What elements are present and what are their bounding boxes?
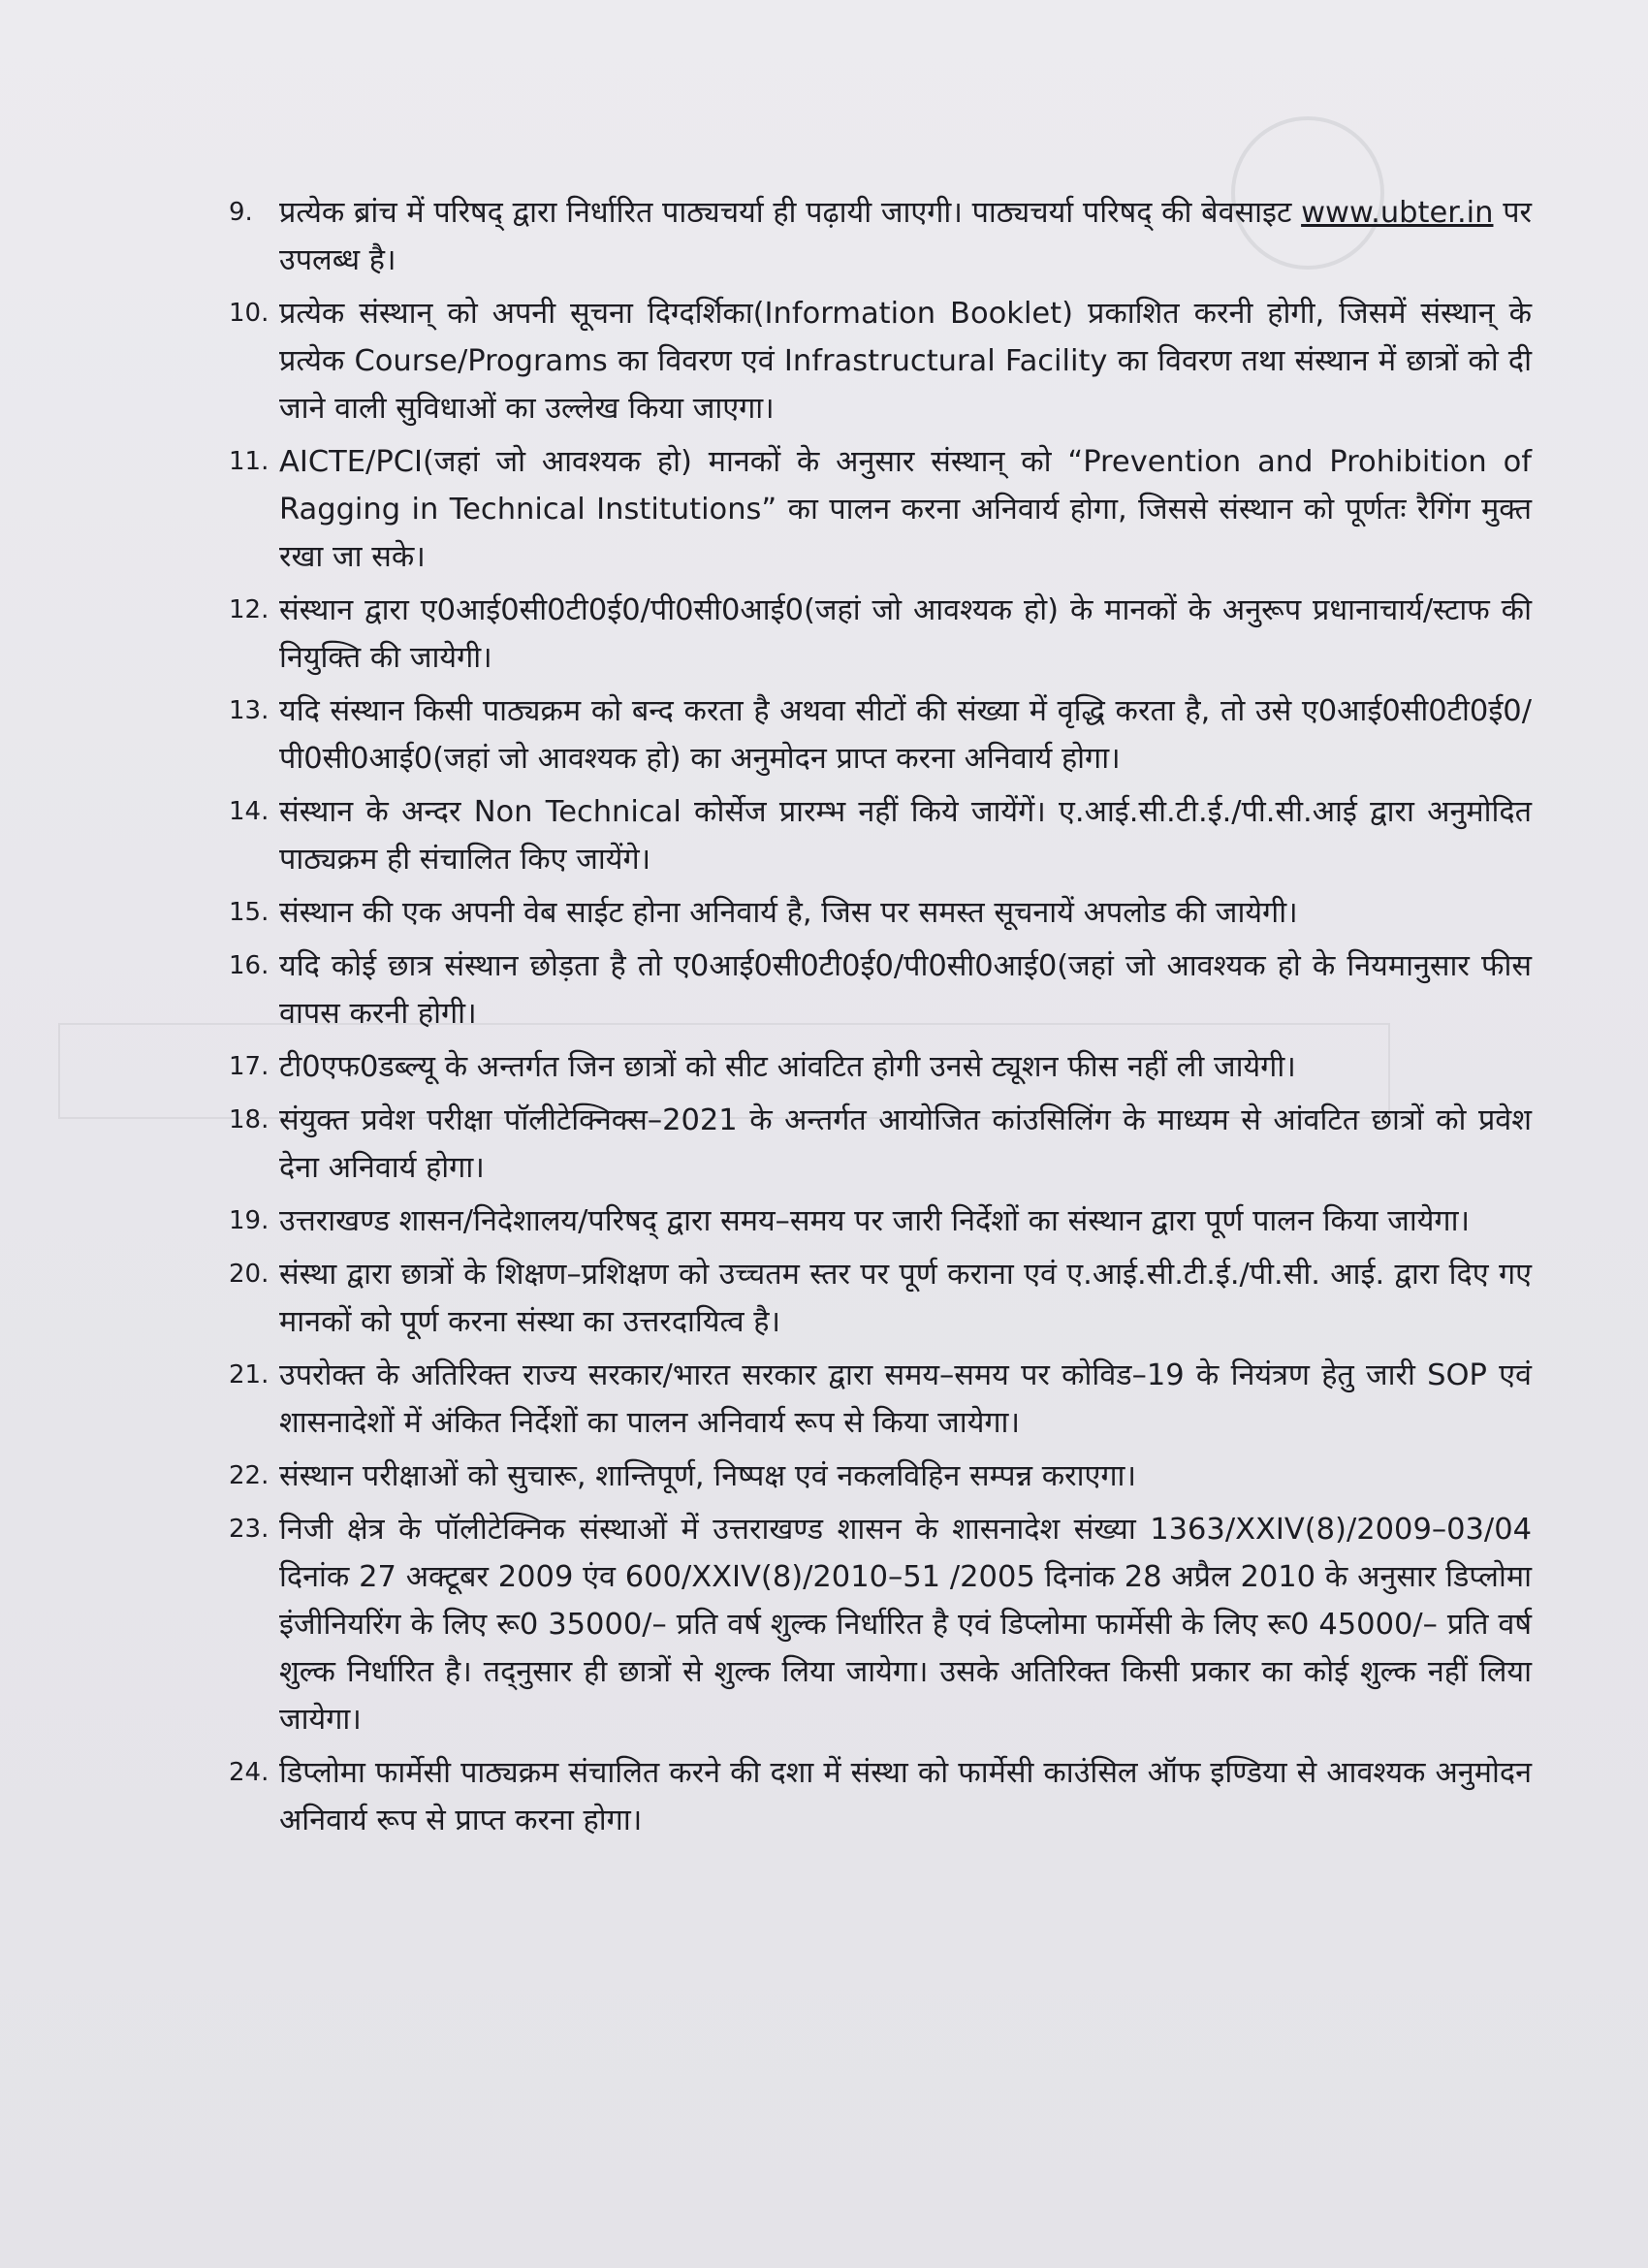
list-item bbox=[0, 1453, 1648, 1500]
item-number: 11. bbox=[229, 447, 269, 476]
list-item bbox=[0, 1097, 1648, 1192]
list-item bbox=[0, 587, 1648, 682]
list-item bbox=[0, 889, 1648, 937]
list-item bbox=[0, 1352, 1648, 1447]
item-text: संस्था द्वारा छात्रों के शिक्षण–प्रशिक्षण को उच्चतम स्तर पर पूर्ण कराना एवं ए.आई.सी.टी.ई./पी.सी. आई. द्वारा दिए गए मानकों को पूर्ण करना संस्था का उत्तरदायित्व है। bbox=[279, 1258, 1532, 1339]
item-number: 19. bbox=[229, 1206, 269, 1235]
list-item bbox=[0, 438, 1648, 581]
item-number: 22. bbox=[229, 1461, 269, 1490]
list-item bbox=[0, 1749, 1648, 1844]
item-text: संस्थान की एक अपनी वेब साईट होना अनिवार्य है, जिस पर समस्त सूचनायें अपलोड की जायेगी। bbox=[279, 896, 1298, 930]
conditions-list bbox=[0, 189, 1648, 1850]
item-text: डिप्लोमा फार्मेसी पाठ्यक्रम संचालित करने की दशा में संस्था को फार्मेसी काउंसिल ऑफ इण्डिया से आवश्यक अनुमोदन अनिवार्य रूप से प्राप्त करना होगा। bbox=[279, 1756, 1532, 1837]
item-number: 9. bbox=[229, 198, 253, 227]
list-item bbox=[0, 687, 1648, 783]
item-number: 13. bbox=[229, 696, 269, 725]
item-number: 23. bbox=[229, 1515, 269, 1544]
item-number: 16. bbox=[229, 951, 269, 980]
item-text: संस्थान द्वारा ए0आई0सी0टी0ई0/पी0सी0आई0(जहां जो आवश्यक हो) के मानकों के अनुरूप प्रधानाचार्य/स्टाफ की नियुक्ति की जायेगी। bbox=[279, 593, 1532, 675]
list-item bbox=[0, 189, 1648, 284]
list-item bbox=[0, 1506, 1648, 1743]
item-number: 17. bbox=[229, 1052, 269, 1081]
list-item bbox=[0, 1043, 1648, 1091]
item-text: प्रत्येक ब्रांच में परिषद् द्वारा निर्धारित पाठ्यचर्या ही पढ़ायी जाएगी। पाठ्यचर्या परिषद् की बेवसाइट bbox=[279, 196, 1302, 230]
item-text: निजी क्षेत्र के पॉलीटेक्निक संस्थाओं में उत्तराखण्ड शासन के शासनादेश संख्या 1363/XXIV(8)/2009–03/04 दिनांक 27 अक्टूबर 2009 एंव 600/XXIV(8)/2010–51 /2005 दिनांक 28 अप्रैल 2010 के अनुसार डिप्लोमा इंजीनियरिंग के लिए रू0 35000/– प्रति वर्ष शुल्क निर्धारित है एवं डिप्लोमा फार्मेसी के लिए रू0 45000/– प्रति वर्ष शुल्क निर्धारित है। तद्‌नुसार ही छात्रों से शुल्क लिया जायेगा। उसके अतिरिक्त किसी प्रकार का कोई शुल्क नहीं लिया जायेगा। bbox=[279, 1513, 1532, 1737]
item-number: 24. bbox=[229, 1758, 269, 1787]
list-item bbox=[0, 290, 1648, 432]
item-number: 14. bbox=[229, 797, 269, 826]
item-number: 15. bbox=[229, 898, 269, 927]
item-text: AICTE/PCI(जहां जो आवश्यक हो) मानकों के अनुसार संस्थान् को “Prevention and Prohibition of Ragging in Technical Institutions” का पालन करना अनिवार्य होगा, जिससे संस्थान को पूर्णतः रैगिंग मुक्त रखा जा सके। bbox=[279, 445, 1532, 574]
website-link[interactable]: www.ubter.in bbox=[1301, 196, 1494, 230]
item-text: संस्थान परीक्षाओं को सुचारू, शान्तिपूर्ण, निष्पक्ष एवं नकलविहिन सम्पन्न कराएगा। bbox=[279, 1459, 1136, 1493]
list-item bbox=[0, 788, 1648, 883]
item-text: उपरोक्त के अतिरिक्त राज्य सरकार/भारत सरकार द्वारा समय–समय पर कोविड–19 के नियंत्रण हेतु जारी SOP एवं शासनादेशों में अंकित निर्देशों का पालन अनिवार्य रूप से किया जायेगा। bbox=[279, 1358, 1532, 1440]
item-text: यदि संस्थान किसी पाठ्यक्रम को बन्द करता है अथवा सीटों की संख्या में वृद्धि करता है, तो उसे ए0आई0सी0टी0ई0/पी0सी0आई0(जहां जो आवश्यक हो) का अनुमोदन प्राप्त करना अनिवार्य होगा। bbox=[279, 694, 1532, 776]
item-text: संयुक्त प्रवेश परीक्षा पॉलीटेक्निक्स–2021 के अन्तर्गत आयोजित कांउसिलिंग के माध्यम से आंवटित छात्रों को प्रवेश देना अनिवार्य होगा। bbox=[279, 1103, 1532, 1185]
item-number: 18. bbox=[229, 1105, 269, 1134]
item-text: उत्तराखण्ड शासन/निदेशालय/परिषद् द्वारा समय–समय पर जारी निर्देशों का संस्थान द्वारा पूर्ण पालन किया जायेगा। bbox=[279, 1204, 1471, 1238]
item-number: 10. bbox=[229, 299, 269, 328]
item-text: संस्थान के अन्दर Non Technical कोर्सेज प्रारम्भ नहीं किये जायेंगें। ए.आई.सी.टी.ई./पी.सी.आई द्वारा अनुमोदित पाठ्यक्रम ही संचालित किए जायेंगे। bbox=[279, 795, 1532, 877]
item-text: टी0एफ0डब्ल्यू के अन्तर्गत जिन छात्रों को सीट आंवटित होगी उनसे ट्यूशन फीस नहीं ली जायेगी। bbox=[279, 1050, 1296, 1084]
item-text: पर उपलब्ध है। bbox=[279, 196, 1532, 277]
list-item bbox=[0, 942, 1648, 1038]
item-number: 12. bbox=[229, 595, 269, 624]
item-number: 21. bbox=[229, 1360, 269, 1390]
item-text: यदि कोई छात्र संस्थान छोड़ता है तो ए0आई0सी0टी0ई0/पी0सी0आई0(जहां जो आवश्यक हो के नियमानुसार फीस वापस करनी होगी। bbox=[279, 949, 1532, 1031]
list-item bbox=[0, 1251, 1648, 1346]
item-text: प्रत्येक संस्थान् को अपनी सूचना दिग्दर्शिका(Information Booklet) प्रकाशित करनी होगी, जिसमें संस्थान् के प्रत्येक Course/Programs का विवरण एवं Infrastructural Facility का विवरण तथा संस्थान में छात्रों को दी जाने वाली सुविधाओं का उल्लेख किया जाएगा। bbox=[279, 297, 1532, 426]
list-item bbox=[0, 1198, 1648, 1245]
item-number: 20. bbox=[229, 1260, 269, 1289]
